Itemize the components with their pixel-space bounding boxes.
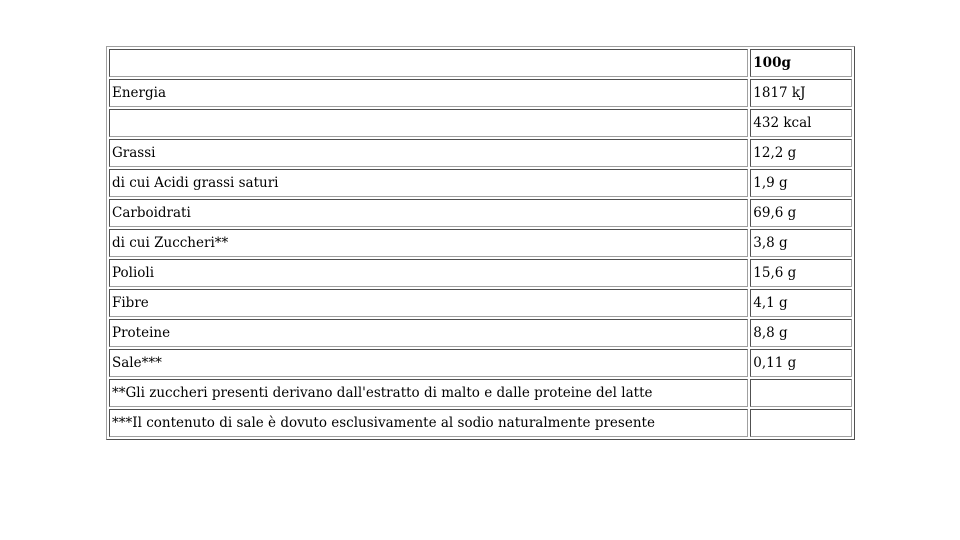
row-value: 4,1 g xyxy=(750,289,852,317)
footnote-row xyxy=(109,379,852,407)
row-value: 12,2 g xyxy=(750,139,852,167)
row-label: di cui Zuccheri** xyxy=(109,229,748,257)
row-value: 0,11 g xyxy=(750,349,852,377)
footnote-value-empty xyxy=(750,379,852,407)
header-label-cell xyxy=(109,49,748,77)
table-row xyxy=(109,259,852,287)
footnote-row xyxy=(109,409,852,437)
row-value: 15,6 g xyxy=(750,259,852,287)
nutrition-table xyxy=(106,46,855,440)
row-value: 3,8 g xyxy=(750,229,852,257)
table-row xyxy=(109,109,852,137)
row-label: Proteine xyxy=(109,319,748,347)
row-label: Fibre xyxy=(109,289,748,317)
row-label: di cui Acidi grassi saturi xyxy=(109,169,748,197)
table-row xyxy=(109,319,852,347)
row-label: Carboidrati xyxy=(109,199,748,227)
footnote-value-empty xyxy=(750,409,852,437)
table-row xyxy=(109,349,852,377)
footnote-salt: ***Il contenuto di sale è dovuto esclusivamente al sodio naturalmente presente xyxy=(109,409,748,437)
row-label: Grassi xyxy=(109,139,748,167)
row-value: 1,9 g xyxy=(750,169,852,197)
table-row xyxy=(109,139,852,167)
row-value: 8,8 g xyxy=(750,319,852,347)
table-row xyxy=(109,289,852,317)
row-label: Polioli xyxy=(109,259,748,287)
table-header-row xyxy=(109,49,852,77)
row-value: 1817 kJ xyxy=(750,79,852,107)
footnote-sugars: **Gli zuccheri presenti derivano dall'estratto di malto e dalle proteine del latte xyxy=(109,379,748,407)
table-row xyxy=(109,169,852,197)
row-label: Sale*** xyxy=(109,349,748,377)
header-value-cell: 100g xyxy=(750,49,852,77)
table-row xyxy=(109,229,852,257)
row-value: 432 kcal xyxy=(750,109,852,137)
row-value: 69,6 g xyxy=(750,199,852,227)
row-label xyxy=(109,109,748,137)
row-label: Energia xyxy=(109,79,748,107)
table-row xyxy=(109,199,852,227)
table-row xyxy=(109,79,852,107)
